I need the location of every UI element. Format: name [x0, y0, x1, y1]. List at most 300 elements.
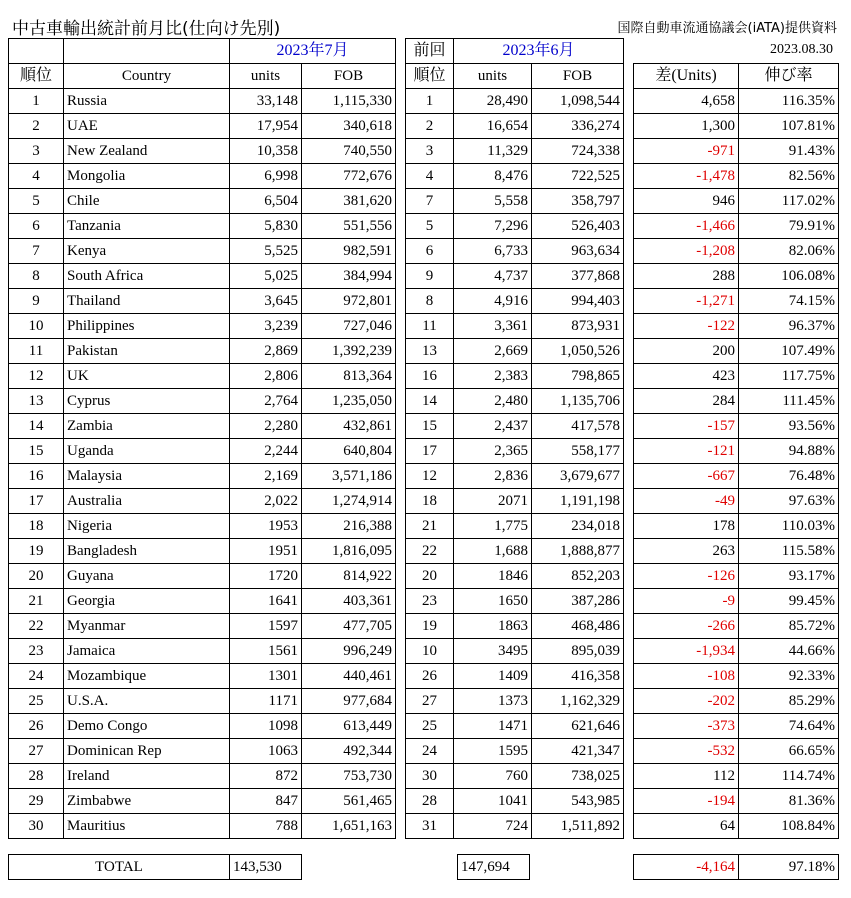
- growth-cell: 74.15%: [739, 289, 839, 314]
- diff-cell: -126: [634, 564, 739, 589]
- units-cell: 17,954: [230, 114, 302, 139]
- table-row: [634, 364, 839, 389]
- prev-rank-cell: 7: [406, 189, 454, 214]
- table-row: [634, 214, 839, 239]
- total-row-b: [457, 854, 530, 880]
- growth-cell: 91.43%: [739, 139, 839, 164]
- country-cell: Pakistan: [64, 339, 230, 364]
- units-cell: 1597: [230, 614, 302, 639]
- rank-cell: 18: [9, 514, 64, 539]
- header-rank: 順位: [9, 64, 64, 89]
- units-cell: 1098: [230, 714, 302, 739]
- country-cell: Mongolia: [64, 164, 230, 189]
- units-cell: 3,239: [230, 314, 302, 339]
- fob-cell: 727,046: [302, 314, 396, 339]
- diff-cell: 1,300: [634, 114, 739, 139]
- country-cell: Chile: [64, 189, 230, 214]
- prev-units-cell: 1650: [454, 589, 532, 614]
- prev-rank-cell: 27: [406, 689, 454, 714]
- blank-cell: [9, 39, 64, 64]
- country-cell: Russia: [64, 89, 230, 114]
- header-country: Country: [64, 64, 230, 89]
- table-row: [9, 514, 396, 539]
- units-cell: 872: [230, 764, 302, 789]
- country-cell: Cyprus: [64, 389, 230, 414]
- prev-rank-cell: 10: [406, 639, 454, 664]
- table-row: [9, 264, 396, 289]
- prev-fob-cell: 963,634: [532, 239, 624, 264]
- table-row: [406, 689, 624, 714]
- prev-fob-cell: 377,868: [532, 264, 624, 289]
- table-row: [406, 514, 624, 539]
- fob-cell: 340,618: [302, 114, 396, 139]
- table-row: [634, 514, 839, 539]
- table-row: [406, 314, 624, 339]
- growth-cell: 117.75%: [739, 364, 839, 389]
- table-row: [406, 214, 624, 239]
- prev-rank-cell: 8: [406, 289, 454, 314]
- units-cell: 1720: [230, 564, 302, 589]
- table-row: [634, 614, 839, 639]
- header-fob: FOB: [302, 64, 396, 89]
- country-cell: UK: [64, 364, 230, 389]
- fob-cell: 740,550: [302, 139, 396, 164]
- total-units: 143,530: [230, 855, 302, 880]
- table-row: [634, 139, 839, 164]
- rank-cell: 15: [9, 439, 64, 464]
- prev-fob-cell: 724,338: [532, 139, 624, 164]
- diff-cell: -1,208: [634, 239, 739, 264]
- diff-cell: 178: [634, 514, 739, 539]
- diff-cell: -121: [634, 439, 739, 464]
- prev-fob-cell: 1,050,526: [532, 339, 624, 364]
- fob-cell: 982,591: [302, 239, 396, 264]
- fob-cell: 814,922: [302, 564, 396, 589]
- rank-cell: 7: [9, 239, 64, 264]
- fob-cell: 492,344: [302, 739, 396, 764]
- growth-cell: 108.84%: [739, 814, 839, 839]
- growth-cell: 97.63%: [739, 489, 839, 514]
- table-row: [634, 464, 839, 489]
- diff-cell: -1,271: [634, 289, 739, 314]
- prev-fob-cell: 798,865: [532, 364, 624, 389]
- table-row: [634, 239, 839, 264]
- header-diff: 差(Units): [634, 64, 739, 89]
- growth-cell: 79.91%: [739, 214, 839, 239]
- table-row: [9, 764, 396, 789]
- rank-cell: 13: [9, 389, 64, 414]
- diff-cell: -194: [634, 789, 739, 814]
- prev-rank-cell: 31: [406, 814, 454, 839]
- rank-cell: 5: [9, 189, 64, 214]
- growth-cell: 66.65%: [739, 739, 839, 764]
- prev-fob-cell: 558,177: [532, 439, 624, 464]
- table-row: [406, 414, 624, 439]
- units-cell: 2,869: [230, 339, 302, 364]
- country-cell: U.S.A.: [64, 689, 230, 714]
- country-cell: Kenya: [64, 239, 230, 264]
- table-row: [9, 814, 396, 839]
- table-row: [9, 589, 396, 614]
- prev-units-cell: 4,737: [454, 264, 532, 289]
- table-row: [9, 789, 396, 814]
- prev-fob-cell: 722,525: [532, 164, 624, 189]
- prev-units-cell: 28,490: [454, 89, 532, 114]
- table-row: [406, 814, 624, 839]
- units-cell: 788: [230, 814, 302, 839]
- fob-cell: 216,388: [302, 514, 396, 539]
- prev-units-cell: 16,654: [454, 114, 532, 139]
- table-row: [9, 689, 396, 714]
- prev-fob-cell: 1,511,892: [532, 814, 624, 839]
- table-row: [406, 539, 624, 564]
- prev-units-cell: 1,775: [454, 514, 532, 539]
- prev-fob-cell: 358,797: [532, 189, 624, 214]
- table-row: [9, 289, 396, 314]
- rank-cell: 3: [9, 139, 64, 164]
- prev-units-cell: 6,733: [454, 239, 532, 264]
- diff-cell: -532: [634, 739, 739, 764]
- fob-cell: 1,816,095: [302, 539, 396, 564]
- table-row: [634, 264, 839, 289]
- rank-cell: 28: [9, 764, 64, 789]
- country-cell: Thailand: [64, 289, 230, 314]
- units-cell: 2,806: [230, 364, 302, 389]
- prev-rank-cell: 6: [406, 239, 454, 264]
- table-row: [9, 364, 396, 389]
- fob-cell: 381,620: [302, 189, 396, 214]
- rank-cell: 2: [9, 114, 64, 139]
- table-row: [406, 114, 624, 139]
- fob-cell: 384,994: [302, 264, 396, 289]
- table-row: [634, 314, 839, 339]
- country-cell: Australia: [64, 489, 230, 514]
- prev-fob-cell: 234,018: [532, 514, 624, 539]
- table-row: [9, 739, 396, 764]
- blank-cell: [64, 39, 230, 64]
- table-row: [9, 464, 396, 489]
- country-cell: New Zealand: [64, 139, 230, 164]
- fob-cell: 1,274,914: [302, 489, 396, 514]
- prev-rank-cell: 25: [406, 714, 454, 739]
- table-row: [9, 614, 396, 639]
- prev-rank-cell: 26: [406, 664, 454, 689]
- rank-cell: 4: [9, 164, 64, 189]
- table-row: [9, 389, 396, 414]
- units-cell: 5,830: [230, 214, 302, 239]
- header-prev-fob: FOB: [532, 64, 624, 89]
- table-row: [634, 739, 839, 764]
- units-cell: 1171: [230, 689, 302, 714]
- total-row-a: [8, 854, 302, 880]
- prev-rank-cell: 5: [406, 214, 454, 239]
- growth-cell: 85.72%: [739, 614, 839, 639]
- prev-fob-cell: 1,135,706: [532, 389, 624, 414]
- rank-cell: 20: [9, 564, 64, 589]
- country-cell: Tanzania: [64, 214, 230, 239]
- rank-cell: 1: [9, 89, 64, 114]
- fob-cell: 1,651,163: [302, 814, 396, 839]
- table-row: [9, 114, 396, 139]
- units-cell: 2,764: [230, 389, 302, 414]
- table-row: [406, 364, 624, 389]
- total-prev-units: 147,694: [458, 855, 530, 880]
- country-cell: South Africa: [64, 264, 230, 289]
- table-row: [9, 139, 396, 164]
- diff-cell: -1,934: [634, 639, 739, 664]
- diff-cell: -971: [634, 139, 739, 164]
- prev-units-cell: 8,476: [454, 164, 532, 189]
- units-cell: 6,998: [230, 164, 302, 189]
- fob-cell: 996,249: [302, 639, 396, 664]
- country-cell: Nigeria: [64, 514, 230, 539]
- rank-cell: 24: [9, 664, 64, 689]
- prev-units-cell: 2,480: [454, 389, 532, 414]
- prev-rank-cell: 14: [406, 389, 454, 414]
- units-cell: 5,525: [230, 239, 302, 264]
- country-cell: Ireland: [64, 764, 230, 789]
- country-cell: Demo Congo: [64, 714, 230, 739]
- fob-cell: 403,361: [302, 589, 396, 614]
- fob-cell: 3,571,186: [302, 464, 396, 489]
- units-cell: 1063: [230, 739, 302, 764]
- prev-units-cell: 1409: [454, 664, 532, 689]
- table-row: [9, 439, 396, 464]
- table-row: [406, 739, 624, 764]
- table-row: [9, 339, 396, 364]
- table-row: [634, 814, 839, 839]
- table-row: [406, 639, 624, 664]
- diff-cell: -9: [634, 589, 739, 614]
- country-cell: Uganda: [64, 439, 230, 464]
- fob-cell: 1,235,050: [302, 389, 396, 414]
- table-row: [634, 689, 839, 714]
- diff-cell: 4,658: [634, 89, 739, 114]
- prev-fob-cell: 3,679,677: [532, 464, 624, 489]
- prev-units-cell: 1471: [454, 714, 532, 739]
- july-table: [8, 38, 396, 839]
- prev-units-cell: 724: [454, 814, 532, 839]
- prev-fob-cell: 1,888,877: [532, 539, 624, 564]
- rank-cell: 23: [9, 639, 64, 664]
- prev-fob-cell: 621,646: [532, 714, 624, 739]
- growth-cell: 82.56%: [739, 164, 839, 189]
- prev-rank-cell: 2: [406, 114, 454, 139]
- prev-units-cell: 1,688: [454, 539, 532, 564]
- source-note: 国際自動車流通協議会(iATA)提供資料: [617, 21, 837, 36]
- diff-cell: -266: [634, 614, 739, 639]
- units-cell: 2,022: [230, 489, 302, 514]
- table-row: [406, 264, 624, 289]
- prev-units-cell: 4,916: [454, 289, 532, 314]
- rank-cell: 9: [9, 289, 64, 314]
- prev-rank-cell: 12: [406, 464, 454, 489]
- diff-cell: 946: [634, 189, 739, 214]
- country-cell: Philippines: [64, 314, 230, 339]
- fob-cell: 772,676: [302, 164, 396, 189]
- table-row: [9, 239, 396, 264]
- rank-cell: 10: [9, 314, 64, 339]
- table-row: [406, 564, 624, 589]
- country-cell: Georgia: [64, 589, 230, 614]
- country-cell: Jamaica: [64, 639, 230, 664]
- rank-cell: 16: [9, 464, 64, 489]
- table-row: [634, 789, 839, 814]
- prev-rank-cell: 13: [406, 339, 454, 364]
- units-cell: 1561: [230, 639, 302, 664]
- growth-cell: 93.17%: [739, 564, 839, 589]
- units-cell: 6,504: [230, 189, 302, 214]
- country-cell: Myanmar: [64, 614, 230, 639]
- prev-fob-cell: 336,274: [532, 114, 624, 139]
- country-cell: Guyana: [64, 564, 230, 589]
- growth-cell: 107.81%: [739, 114, 839, 139]
- table-row: [406, 389, 624, 414]
- prev-rank-cell: 15: [406, 414, 454, 439]
- page-title: 中古車輸出統計前月比(仕向け先別): [12, 19, 281, 39]
- total-row-c: [633, 854, 839, 880]
- table-row: [634, 164, 839, 189]
- growth-cell: 99.45%: [739, 589, 839, 614]
- prev-units-cell: 1863: [454, 614, 532, 639]
- prev-rank-cell: 21: [406, 514, 454, 539]
- report-date: 2023.08.30: [770, 42, 833, 57]
- growth-cell: 106.08%: [739, 264, 839, 289]
- growth-cell: 94.88%: [739, 439, 839, 464]
- prev-units-cell: 1373: [454, 689, 532, 714]
- prev-units-cell: 3,361: [454, 314, 532, 339]
- table-row: [406, 189, 624, 214]
- units-cell: 1953: [230, 514, 302, 539]
- prev-rank-cell: 1: [406, 89, 454, 114]
- table-row: [9, 564, 396, 589]
- prev-units-cell: 760: [454, 764, 532, 789]
- diff-cell: -202: [634, 689, 739, 714]
- fob-cell: 1,115,330: [302, 89, 396, 114]
- rank-cell: 30: [9, 814, 64, 839]
- diff-cell: 112: [634, 764, 739, 789]
- header-growth: 伸び率: [739, 64, 839, 89]
- growth-cell: 116.35%: [739, 89, 839, 114]
- june-table: [405, 38, 624, 839]
- country-cell: Bangladesh: [64, 539, 230, 564]
- table-row: [406, 789, 624, 814]
- units-cell: 5,025: [230, 264, 302, 289]
- table-row: [406, 439, 624, 464]
- fob-cell: 613,449: [302, 714, 396, 739]
- fob-cell: 640,804: [302, 439, 396, 464]
- units-cell: 2,280: [230, 414, 302, 439]
- prev-rank-cell: 24: [406, 739, 454, 764]
- growth-cell: 110.03%: [739, 514, 839, 539]
- diff-cell: -108: [634, 664, 739, 689]
- header-prev-units: units: [454, 64, 532, 89]
- fob-cell: 1,392,239: [302, 339, 396, 364]
- prev-units-cell: 3495: [454, 639, 532, 664]
- growth-cell: 114.74%: [739, 764, 839, 789]
- table-row: [9, 214, 396, 239]
- growth-cell: 93.56%: [739, 414, 839, 439]
- table-row: [634, 89, 839, 114]
- diff-cell: -122: [634, 314, 739, 339]
- table-row: [406, 339, 624, 364]
- diff-cell: 284: [634, 389, 739, 414]
- table-row: [9, 489, 396, 514]
- table-row: [634, 564, 839, 589]
- header-units: units: [230, 64, 302, 89]
- diff-cell: -157: [634, 414, 739, 439]
- growth-cell: 44.66%: [739, 639, 839, 664]
- prev-rank-cell: 22: [406, 539, 454, 564]
- fob-cell: 551,556: [302, 214, 396, 239]
- country-cell: Mauritius: [64, 814, 230, 839]
- units-cell: 2,244: [230, 439, 302, 464]
- prev-fob-cell: 852,203: [532, 564, 624, 589]
- diff-cell: -49: [634, 489, 739, 514]
- prev-fob-cell: 873,931: [532, 314, 624, 339]
- units-cell: 2,169: [230, 464, 302, 489]
- growth-cell: 111.45%: [739, 389, 839, 414]
- table-row: [406, 89, 624, 114]
- fob-cell: 977,684: [302, 689, 396, 714]
- rank-cell: 25: [9, 689, 64, 714]
- prev-units-cell: 11,329: [454, 139, 532, 164]
- table-row: [9, 189, 396, 214]
- fob-cell: 432,861: [302, 414, 396, 439]
- table-row: [9, 164, 396, 189]
- period-label-july: 2023年7月: [230, 39, 396, 64]
- growth-cell: 74.64%: [739, 714, 839, 739]
- table-row: [406, 464, 624, 489]
- table-row: [634, 114, 839, 139]
- table-row: [634, 764, 839, 789]
- units-cell: 3,645: [230, 289, 302, 314]
- diff-cell: -667: [634, 464, 739, 489]
- growth-cell: 81.36%: [739, 789, 839, 814]
- table-row: [634, 714, 839, 739]
- units-cell: 1951: [230, 539, 302, 564]
- diff-cell: 200: [634, 339, 739, 364]
- prev-rank-cell: 30: [406, 764, 454, 789]
- prev-rank-cell: 18: [406, 489, 454, 514]
- total-diff: -4,164: [634, 855, 739, 880]
- rank-cell: 19: [9, 539, 64, 564]
- table-row: [406, 164, 624, 189]
- rank-cell: 21: [9, 589, 64, 614]
- table-row: [634, 289, 839, 314]
- table-row: [9, 414, 396, 439]
- prev-rank-cell: 9: [406, 264, 454, 289]
- table-row: [634, 589, 839, 614]
- fob-cell: 561,465: [302, 789, 396, 814]
- rank-cell: 11: [9, 339, 64, 364]
- prev-units-cell: 7,296: [454, 214, 532, 239]
- fob-cell: 972,801: [302, 289, 396, 314]
- prev-units-cell: 1595: [454, 739, 532, 764]
- table-row: [9, 539, 396, 564]
- growth-cell: 107.49%: [739, 339, 839, 364]
- growth-cell: 117.02%: [739, 189, 839, 214]
- growth-cell: 92.33%: [739, 664, 839, 689]
- diff-cell: 263: [634, 539, 739, 564]
- prev-fob-cell: 738,025: [532, 764, 624, 789]
- prev-fob-cell: 421,347: [532, 739, 624, 764]
- prev-units-cell: 2,365: [454, 439, 532, 464]
- prev-rank-cell: 3: [406, 139, 454, 164]
- units-cell: 1301: [230, 664, 302, 689]
- table-row: [634, 489, 839, 514]
- diff-cell: -373: [634, 714, 739, 739]
